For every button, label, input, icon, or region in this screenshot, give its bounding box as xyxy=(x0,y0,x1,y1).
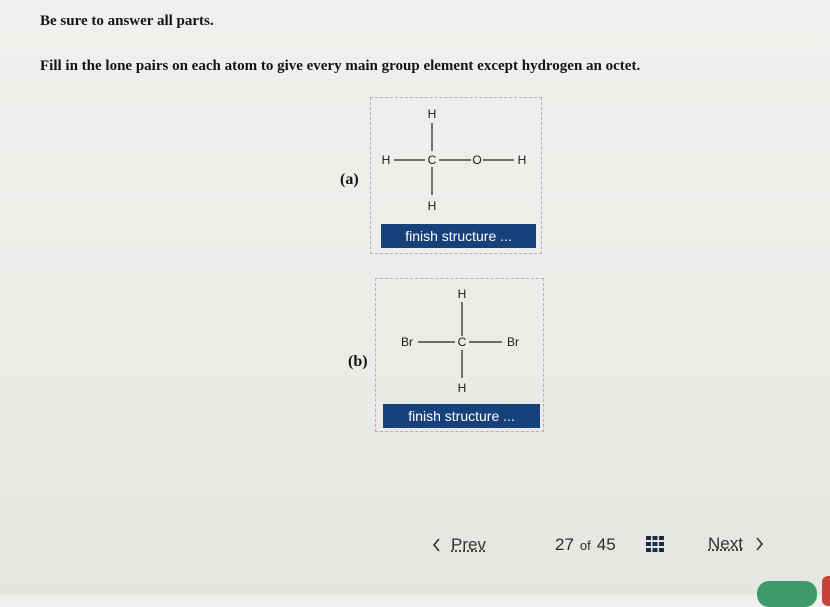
total-pages: 45 xyxy=(596,535,616,554)
atom-a-h-right[interactable]: H xyxy=(517,153,527,167)
next-link[interactable] xyxy=(708,534,764,554)
part-b-label: (b) xyxy=(348,353,368,370)
next-label: Next xyxy=(708,534,743,553)
current-page: 27 xyxy=(555,535,574,554)
finish-structure-a-button[interactable]: finish structure ... xyxy=(381,224,536,248)
prev-link[interactable] xyxy=(432,535,486,555)
page-indicator xyxy=(555,535,616,555)
part-b-panel[interactable] xyxy=(375,278,544,432)
chevron-left-icon xyxy=(432,538,441,552)
atom-b-br-left[interactable]: Br xyxy=(401,335,413,349)
grid-icon xyxy=(645,534,665,554)
page-of-label: of xyxy=(579,538,591,553)
atom-b-br-right[interactable]: Br xyxy=(507,335,519,349)
atom-a-h-bottom[interactable]: H xyxy=(427,199,437,213)
atom-b-c[interactable]: C xyxy=(457,335,467,349)
atom-a-h-top[interactable]: H xyxy=(427,107,437,121)
instructions-line-2: Fill in the lone pairs on each atom to give every main group element except hydrogen an octet. xyxy=(40,58,641,74)
instructions-line-1: Be sure to answer all parts. xyxy=(40,13,214,29)
atom-a-c[interactable]: C xyxy=(427,153,437,167)
atom-b-h-top[interactable]: H xyxy=(457,287,467,301)
atom-a-o[interactable]: O xyxy=(472,153,482,167)
prev-label: Prev xyxy=(451,535,486,554)
part-a-panel[interactable] xyxy=(370,97,542,254)
atom-a-h-left[interactable]: H xyxy=(381,153,391,167)
chevron-right-icon xyxy=(755,537,764,551)
question-grid-button[interactable] xyxy=(645,534,665,554)
atom-b-h-bottom[interactable]: H xyxy=(457,381,467,395)
finish-structure-b-button[interactable]: finish structure ... xyxy=(383,404,540,428)
corner-widget-edge xyxy=(822,576,830,606)
part-a-label: (a) xyxy=(340,171,359,188)
corner-widget[interactable] xyxy=(757,581,817,607)
